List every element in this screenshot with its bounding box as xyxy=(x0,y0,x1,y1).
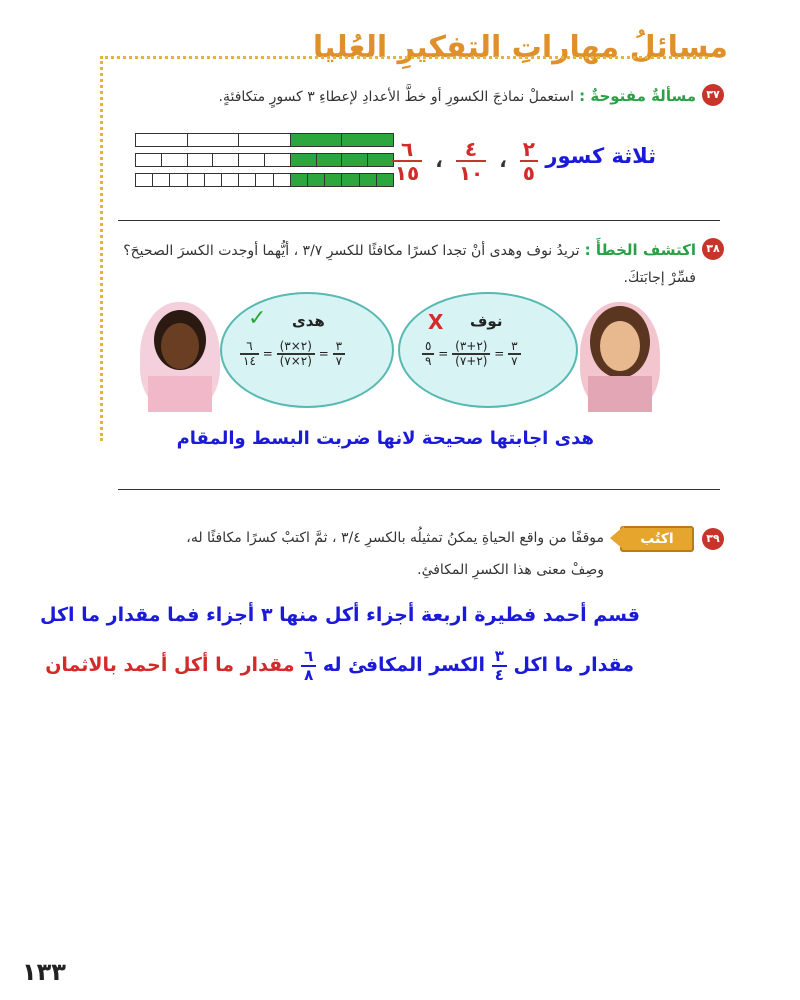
q37-answer-label: ثلاثة كسور xyxy=(545,144,656,168)
nouf-equation: $\frac{٥}{٩}$ = $\frac{(٢+٣)}{(٢+٧)}$ = $\frac{٣}{٧}$ xyxy=(422,340,521,368)
nouf-name: نوف xyxy=(470,312,503,330)
huda-equation: $\frac{٦}{١٤}$ = $\frac{(٢\times ٣)}{(٢\times ٧)}$ = $\frac{٣}{٧}$ xyxy=(240,340,345,368)
huda-photo xyxy=(140,302,220,412)
question-37-prompt xyxy=(219,86,696,105)
fraction-2: $\frac{٤}{١٠}$ xyxy=(456,138,486,184)
fraction-1: $\frac{٢}{٥}$ xyxy=(520,138,538,184)
question-39-text: موقفًا من واقع الحياةِ يمكنُ تمثيلُه بالكسرِ ٣/٤ ، ثمَّ اكتبْ كسرًا مكافئًا له، xyxy=(186,530,604,546)
page-number: ١٣٣ xyxy=(22,958,66,986)
q39-answer-line1: قسم أحمد فطيرة اربعة أجزاء أكل منها ٣ أجزاء فما مقدار ما اكل xyxy=(40,604,640,626)
fraction-bar-fifteenths xyxy=(136,173,394,187)
nouf-photo xyxy=(580,302,660,412)
question-number-37: ٣٧ xyxy=(702,84,724,106)
q39-answer-line2: مقدار ما اكل $\frac{٣}{٤}$ الكسر المكافئ له $\frac{٦}{٨}$ مقدار ما أكل أحمد بالاثمان xyxy=(45,647,634,684)
fraction-3: $\frac{٦}{١٥}$ xyxy=(392,138,422,184)
question-38-label: اكتشف الخطأَ : xyxy=(584,241,696,259)
question-39-text2: وصِفْ معنى هذا الكسرِ المكافئِ. xyxy=(417,562,604,578)
huda-name: هدى xyxy=(292,312,325,330)
question-38-prompt xyxy=(123,240,696,259)
write-badge: اكتُب xyxy=(620,526,694,552)
question-37-label: مسألةٌ مفتوحةٌ : xyxy=(579,87,696,105)
question-number-39: ٣٩ xyxy=(702,528,724,550)
question-number-38: ٣٨ xyxy=(702,238,724,260)
q37-answer-fractions: $\frac{٢}{٥}$ ، $\frac{٤}{١٠}$ ، $\frac{٦}{١٥}$ xyxy=(392,138,538,184)
question-38-text2: فسِّرْ إجابَتكَ. xyxy=(623,270,696,286)
wrong-mark-icon: X xyxy=(428,310,444,334)
pencil-tip-icon xyxy=(610,526,624,550)
fraction-bar-tenths xyxy=(136,153,394,167)
page-title: مسائلُ مهاراتِ التفكيرِ العُليا xyxy=(312,30,728,65)
dotted-border-top xyxy=(100,56,708,59)
question-38-text: تريدُ نوف وهدى أنْ تجدا كسرًا مكافئًا للكسرِ ٣/٧ ، أيُّهما أوجدت الكسرَ الصحيحَ؟ xyxy=(123,243,580,259)
question-37-text: استعملْ نماذجَ الكسورِ أو خطَّ الأعدادِ لإعطاءِ ٣ كسورٍ متكافئةٍ. xyxy=(218,89,575,105)
divider-2 xyxy=(118,489,720,490)
divider-1 xyxy=(118,220,720,221)
check-mark-icon: ✓ xyxy=(248,306,267,331)
dotted-border-left xyxy=(100,56,103,441)
fraction-bar-fifths xyxy=(136,133,394,147)
q38-answer: هدى اجابتها صحيحة لانها ضربت البسط والمقام xyxy=(176,428,594,449)
